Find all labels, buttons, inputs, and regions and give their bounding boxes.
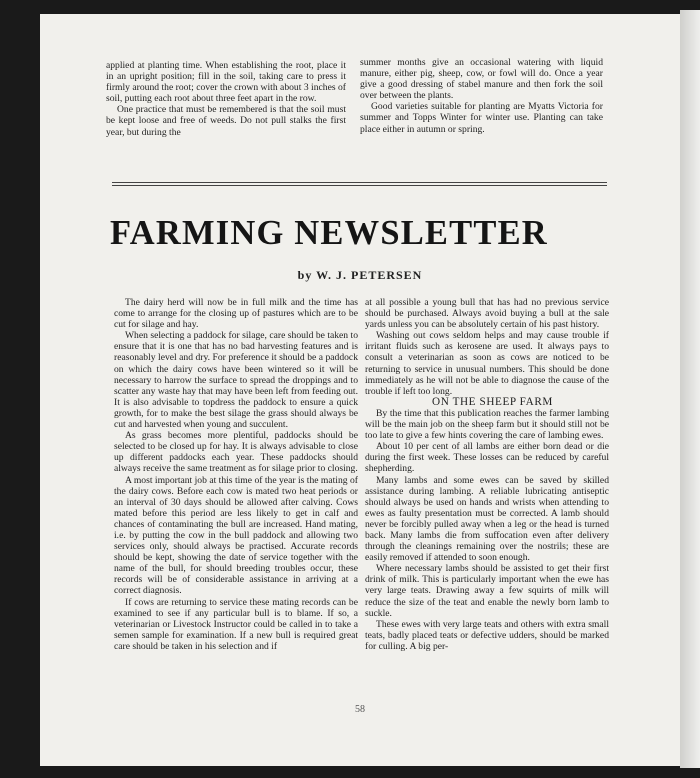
paragraph: About 10 per cent of all lambs are either born dead or die during the first week. These losses can be reduced by careful shepherding. xyxy=(365,441,609,475)
article-title: FARMING NEWSLETTER xyxy=(110,214,548,252)
paragraph: The dairy herd will now be in full milk and the time has come to arrange for the closing up of pastures which are to be cut for silage and hay. xyxy=(114,297,358,331)
paragraph: One practice that must be remembered is that the soil must be kept loose and free of weeds. Do not pull stalks the first year, but during the xyxy=(106,104,346,138)
paragraph: Where necessary lambs should be assisted to get their first drink of milk. This is particularly important when the ewe has very large teats. Drawing away a few squirts of milk will reduce the size of the teat and enable the newly born lamb to suckle. xyxy=(365,563,609,619)
section-divider-bottom xyxy=(112,185,607,186)
paragraph: If cows are returning to service these mating records can be examined to see if any particular bull is to blame. If so, a veterinarian or Livestock Instructor could be called in to take a semen sample for examination. If a new bull is required great care should be taken in his selection and if xyxy=(114,596,358,652)
paragraph: summer months give an occasional watering with liquid manure, either pig, sheep, cow, or fowl will do. Once a year give a good dressing of stabel manure and then fork the soil over between the plants. xyxy=(360,57,603,102)
top-left-column xyxy=(106,60,346,138)
paragraph: at all possible a young bull that has had no previous service should be purchased. Always avoid buying a bull at the sale yards unless you can be absolutely certain of his past history. xyxy=(365,297,609,331)
paragraph: A most important job at this time of the year is the mating of the dairy cows. Before each cow is mated two heat periods or an interval of 30 days should be allowed after calving. Cows mated before this period are less likely to get in calf and chances of contaminating the bull are increased. Hand mating, i.e. by putting the cow in the bull paddock and allowing two services only, should always be practised. Accurate records should be kept, showing the date of service together with the name of the bull, for should breeding troubles occur, these records will be of considerable assistance in arriving at a correct diagnosis. xyxy=(114,474,358,597)
adjacent-page-edge xyxy=(680,10,700,768)
paragraph: Many lambs and some ewes can be saved by skilled assistance during lambing. A reliable lubricating antiseptic should always be used on hands and wrists when attending to ewes as faulty presentation must be corrected. A lamb should never be forcibly pulled away when a leg or the head is turned back. Many lambs die from suffocation even after delivery through the cleanings remaining over the nostrils; these are easily removed if attended to soon enough. xyxy=(365,474,609,564)
paragraph: applied at planting time. When establishing the root, place it in an upright position; fill in the soil, taking care to press it firmly around the root; cover the crown with about 3 inches of soil, putting each root about three feet apart in the row. xyxy=(106,60,346,105)
section-heading-sheep-farm: ON THE SHEEP FARM xyxy=(432,395,553,408)
paragraph: Washing out cows seldom helps and may cause trouble if irritant fluids such as kerosene are used. It always pays to consult a veterinarian as soon as cows are noticed to be returning to service in unusual numbers. This should be done immediately as he will not be able to diagnose the cause of the trouble if left too long. xyxy=(365,330,609,397)
article-byline: by W. J. PETERSEN xyxy=(297,268,423,282)
top-right-column xyxy=(360,57,603,135)
paragraph: When selecting a paddock for silage, care should be taken to ensure that it is one that has no bad harvesting features and is reasonably level and dry. For preference it should be a paddock on which the dairy cows have been wintered so it will be necessary to harrow the surface to spread the droppings and to scatter any waste hay that may have been left from feeding out. It is also advisable to topdress the paddock to ensure a quick growth, for to make the best silage the grass should always be cut and harvested when young and succulent. xyxy=(114,330,358,431)
paragraph: These ewes with very large teats and others with extra small teats, badly placed teats or defective udders, should be marked for culling. A big per- xyxy=(365,618,609,652)
section-divider-top xyxy=(112,182,607,183)
paragraph: Good varieties suitable for planting are Myatts Victoria for summer and Topps Winter for winter use. Planting can take place either in autumn or spring. xyxy=(360,101,603,135)
page-number: 58 xyxy=(355,704,365,715)
paragraph: By the time that this publication reaches the farmer lambing will be the main job on the sheep farm but it should still not be too late to give a few hints covering the care of lambing ewes. xyxy=(365,407,609,442)
article-right-column xyxy=(365,297,609,652)
magazine-page xyxy=(40,14,680,766)
article-left-column xyxy=(114,297,358,652)
paragraph: As grass becomes more plentiful, paddocks should be selected to be closed up for hay. It is always advisable to close up different paddocks each year. These paddocks should always receive the same treatment as for silage prior to closing. xyxy=(114,430,358,475)
